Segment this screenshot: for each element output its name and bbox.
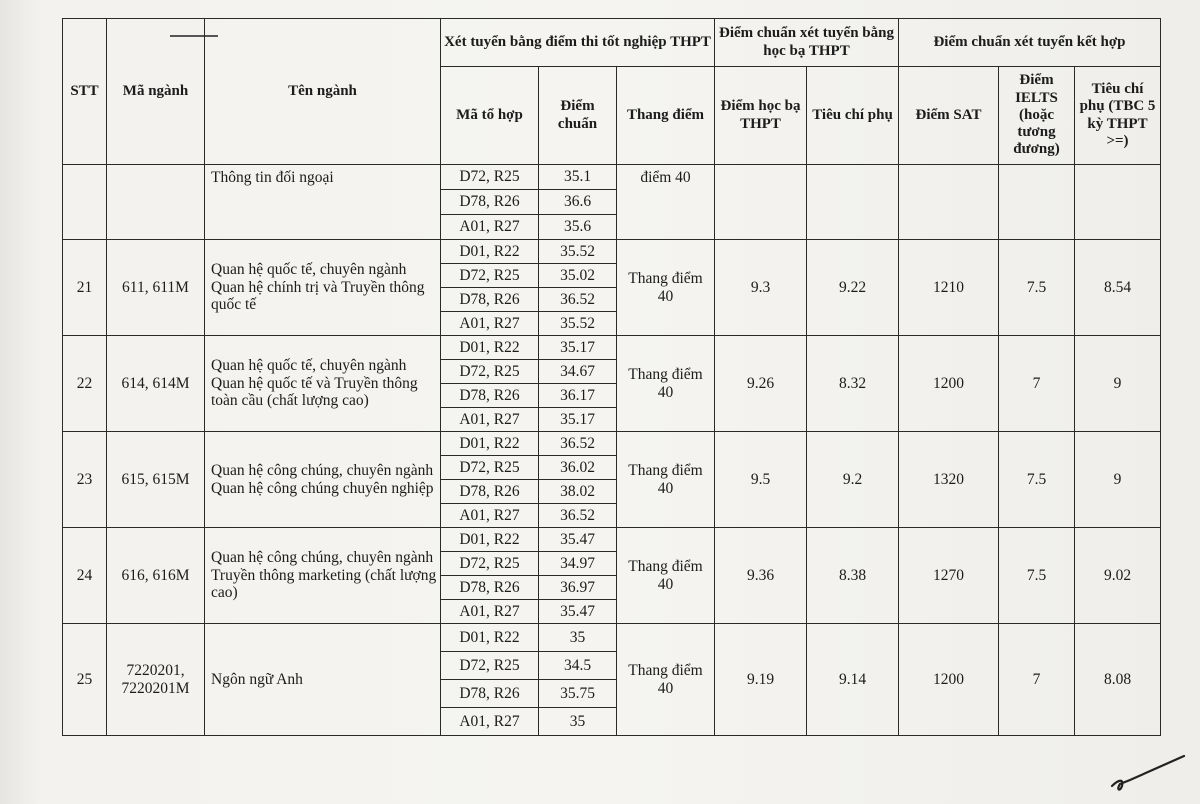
header-group-ketop: Điểm chuẩn xét tuyển kết hợp (899, 19, 1161, 67)
stt-cell (63, 165, 107, 240)
ma-nganh-cell: 615, 615M (107, 432, 205, 528)
ielts-cell (999, 165, 1075, 240)
header-thang-diem: Thang điểm (617, 67, 715, 165)
stt-cell: 21 (63, 240, 107, 336)
diem-chuan-cell: 38.02 (539, 480, 617, 504)
ma-to-hop-cell: D01, R22 (441, 528, 539, 552)
ma-nganh-cell (107, 165, 205, 240)
table-row (63, 240, 1161, 264)
sat-cell: 1270 (899, 528, 999, 624)
ielts-cell: 7.5 (999, 432, 1075, 528)
tbc-cell: 8.08 (1075, 624, 1161, 736)
header-stt: STT (63, 19, 107, 165)
ielts-cell: 7 (999, 336, 1075, 432)
tieu-chi-phu-cell: 9.22 (807, 240, 899, 336)
hoc-ba-cell (715, 165, 807, 240)
ma-to-hop-cell: D78, R26 (441, 480, 539, 504)
diem-chuan-cell: 36.97 (539, 576, 617, 600)
admission-score-table (62, 18, 1161, 736)
diem-chuan-cell: 35.75 (539, 680, 617, 708)
stt-cell: 22 (63, 336, 107, 432)
tieu-chi-phu-cell: 8.38 (807, 528, 899, 624)
hoc-ba-cell: 9.3 (715, 240, 807, 336)
ten-nganh-cell: Quan hệ công chúng, chuyên ngành Truyền thông marketing (chất lượng cao) (205, 528, 441, 624)
header-ma-to-hop: Mã tổ hợp (441, 67, 539, 165)
hoc-ba-cell: 9.26 (715, 336, 807, 432)
thang-diem-cell: Thang điểm 40 (617, 432, 715, 528)
tbc-cell: 9 (1075, 336, 1161, 432)
diem-chuan-cell: 36.6 (539, 190, 617, 215)
ielts-cell: 7.5 (999, 528, 1075, 624)
sat-cell: 1320 (899, 432, 999, 528)
header-ma-nganh: Mã ngành (107, 19, 205, 165)
ma-to-hop-cell: A01, R27 (441, 708, 539, 736)
tieu-chi-phu-cell: 9.2 (807, 432, 899, 528)
thang-diem-cell: Thang điểm 40 (617, 528, 715, 624)
ma-to-hop-cell: D72, R25 (441, 360, 539, 384)
tbc-cell: 8.54 (1075, 240, 1161, 336)
ma-to-hop-cell: A01, R27 (441, 408, 539, 432)
signature-mark (1108, 750, 1188, 798)
header-tieu-chi-phu-kh: Tiêu chí phụ (TBC 5 kỳ THPT >=) (1075, 67, 1161, 165)
diem-chuan-cell: 36.52 (539, 288, 617, 312)
ma-to-hop-cell: A01, R27 (441, 504, 539, 528)
diem-chuan-cell: 35.52 (539, 312, 617, 336)
ma-to-hop-cell: D01, R22 (441, 432, 539, 456)
thang-diem-cell: Thang điểm 40 (617, 624, 715, 736)
ma-to-hop-cell: A01, R27 (441, 215, 539, 240)
diem-chuan-cell: 35 (539, 708, 617, 736)
header-tieu-chi-phu: Tiêu chí phụ (807, 67, 899, 165)
thang-diem-cell: Thang điểm 40 (617, 336, 715, 432)
tieu-chi-phu-cell: 9.14 (807, 624, 899, 736)
header-group-hocba: Điểm chuẩn xét tuyển bằng học bạ THPT (715, 19, 899, 67)
tbc-cell: 9.02 (1075, 528, 1161, 624)
diem-chuan-cell: 34.67 (539, 360, 617, 384)
diem-chuan-cell: 36.02 (539, 456, 617, 480)
ma-nganh-cell: 7220201, 7220201M (107, 624, 205, 736)
ma-to-hop-cell: D72, R25 (441, 652, 539, 680)
table-row (63, 624, 1161, 652)
diem-chuan-cell: 36.17 (539, 384, 617, 408)
diem-chuan-cell: 35 (539, 624, 617, 652)
ma-to-hop-cell: D72, R25 (441, 165, 539, 190)
ma-to-hop-cell: A01, R27 (441, 600, 539, 624)
ma-to-hop-cell: A01, R27 (441, 312, 539, 336)
ten-nganh-cell: Quan hệ quốc tế, chuyên ngành Quan hệ quốc tế và Truyền thông toàn cầu (chất lượng cao) (205, 336, 441, 432)
diem-chuan-cell: 35.6 (539, 215, 617, 240)
ma-to-hop-cell: D72, R25 (441, 552, 539, 576)
stt-cell: 25 (63, 624, 107, 736)
ma-to-hop-cell: D72, R25 (441, 264, 539, 288)
diem-chuan-cell: 34.97 (539, 552, 617, 576)
tieu-chi-phu-cell: 8.32 (807, 336, 899, 432)
ielts-cell: 7 (999, 624, 1075, 736)
tbc-cell: 9 (1075, 432, 1161, 528)
ma-to-hop-cell: D01, R22 (441, 624, 539, 652)
sat-cell: 1200 (899, 624, 999, 736)
ma-to-hop-cell: D78, R26 (441, 576, 539, 600)
hoc-ba-cell: 9.36 (715, 528, 807, 624)
tbc-cell (1075, 165, 1161, 240)
sat-cell (899, 165, 999, 240)
hoc-ba-cell: 9.5 (715, 432, 807, 528)
ma-to-hop-cell: D78, R26 (441, 384, 539, 408)
ma-to-hop-cell: D01, R22 (441, 240, 539, 264)
hoc-ba-cell: 9.19 (715, 624, 807, 736)
sat-cell: 1200 (899, 336, 999, 432)
ma-to-hop-cell: D72, R25 (441, 456, 539, 480)
diem-chuan-cell: 35.52 (539, 240, 617, 264)
header-group-thpt: Xét tuyển bằng điểm thi tốt nghiệp THPT (441, 19, 715, 67)
table-row (63, 432, 1161, 456)
ma-nganh-cell: 616, 616M (107, 528, 205, 624)
table-body (63, 165, 1161, 736)
table-row (63, 336, 1161, 360)
ma-to-hop-cell: D78, R26 (441, 190, 539, 215)
ma-nganh-cell: 614, 614M (107, 336, 205, 432)
stt-cell: 24 (63, 528, 107, 624)
ma-nganh-cell: 611, 611M (107, 240, 205, 336)
ma-to-hop-cell: D78, R26 (441, 680, 539, 708)
ten-nganh-cell: Thông tin đối ngoại (205, 165, 441, 240)
diem-chuan-cell: 36.52 (539, 504, 617, 528)
diem-chuan-cell: 36.52 (539, 432, 617, 456)
ielts-cell: 7.5 (999, 240, 1075, 336)
ten-nganh-cell: Quan hệ công chúng, chuyên ngành Quan hệ công chúng chuyên nghiệp (205, 432, 441, 528)
diem-chuan-cell: 35.02 (539, 264, 617, 288)
diem-chuan-cell: 35.47 (539, 528, 617, 552)
diem-chuan-cell: 35.17 (539, 408, 617, 432)
diem-chuan-cell: 34.5 (539, 652, 617, 680)
header-ten-nganh: Tên ngành (205, 19, 441, 165)
tieu-chi-phu-cell (807, 165, 899, 240)
thang-diem-cell: điểm 40 (617, 165, 715, 240)
diem-chuan-cell: 35.47 (539, 600, 617, 624)
ten-nganh-cell: Quan hệ quốc tế, chuyên ngành Quan hệ chính trị và Truyền thông quốc tế (205, 240, 441, 336)
ma-to-hop-cell: D01, R22 (441, 336, 539, 360)
stt-cell: 23 (63, 432, 107, 528)
table-row (63, 528, 1161, 552)
ten-nganh-cell: Ngôn ngữ Anh (205, 624, 441, 736)
header-diem-hoc-ba: Điểm học bạ THPT (715, 67, 807, 165)
table-row (63, 165, 1161, 190)
header-diem-chuan: Điểm chuẩn (539, 67, 617, 165)
diem-chuan-cell: 35.1 (539, 165, 617, 190)
header-diem-ielts: Điểm IELTS (hoặc tương đương) (999, 67, 1075, 165)
thang-diem-cell: Thang điểm 40 (617, 240, 715, 336)
header-diem-sat: Điểm SAT (899, 67, 999, 165)
ma-to-hop-cell: D78, R26 (441, 288, 539, 312)
diem-chuan-cell: 35.17 (539, 336, 617, 360)
sat-cell: 1210 (899, 240, 999, 336)
